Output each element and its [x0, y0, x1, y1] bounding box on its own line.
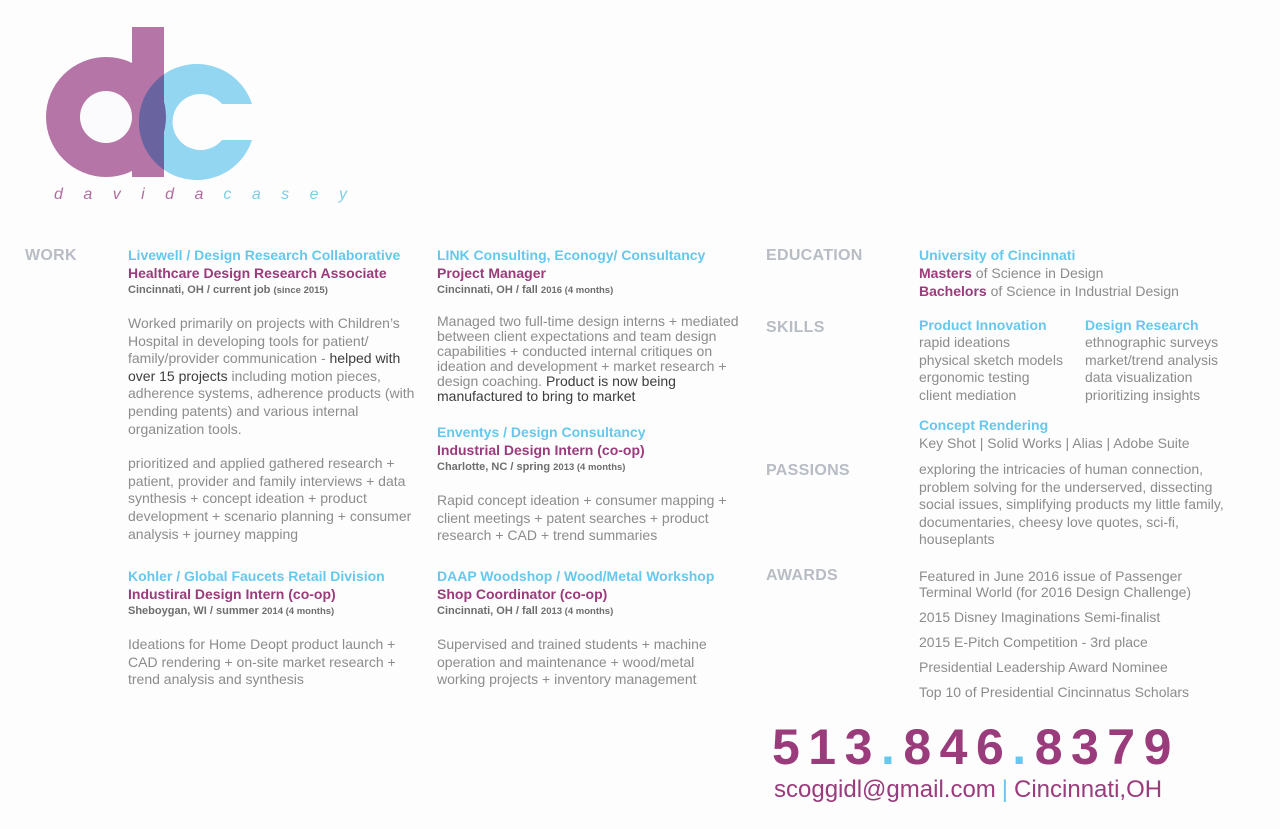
- job-company: Kohler / Global Faucets Retail Division: [128, 568, 385, 584]
- job-company: DAAP Woodshop / Wood/Metal Workshop: [437, 568, 715, 584]
- job-livewell: [128, 246, 428, 543]
- job-company: Livewell / Design Research Collaborative: [128, 247, 401, 263]
- section-education: EDUCATION: [766, 247, 863, 264]
- job-description: Ideations for Home Deopt product launch + CAD rendering + on-site market research + trend analysis and synthesis: [128, 636, 396, 688]
- skill-item: ergonomic testing: [919, 369, 1030, 386]
- job-meta: Cincinnati, OH / fall 2013 (4 months): [437, 605, 614, 617]
- skill-item: prioritizing insights: [1085, 386, 1201, 403]
- job-meta: Charlotte, NC / spring 2013 (4 months): [437, 461, 626, 473]
- skill-item: rapid ideations: [919, 334, 1011, 350]
- education-block: [919, 246, 1179, 300]
- skill-item: data visualization: [1085, 369, 1193, 386]
- job-role: Healthcare Design Research Associate: [128, 265, 387, 281]
- job-description: Supervised and trained students + machine operation and maintenance + wood/metal working projects + inventory management: [437, 636, 707, 688]
- job-role: Industiral Design Intern (co-op): [128, 586, 336, 602]
- skills-concept-rendering: [919, 417, 1190, 453]
- job-description: Rapid concept ideation + consumer mapping + client meetings + patent searches + product research + CAD + trend summaries: [437, 492, 727, 544]
- skill-item: Key Shot | Solid Works | Alias | Adobe Suite: [919, 435, 1190, 451]
- job-meta: Cincinnati, OH / current job (since 2015): [128, 284, 328, 296]
- awards-list: [919, 568, 1219, 709]
- phone-number: 513.846.8379: [772, 719, 1180, 775]
- job-description-skills: prioritized and applied gathered research + patient, provider and family interviews + data synthesis + concept ideation + product development + scenario planning + consumer analysis + journey mapping: [128, 455, 412, 542]
- job-meta: Cincinnati, OH / fall 2016 (4 months): [437, 284, 614, 296]
- logo-last-name: c a s e y: [223, 186, 355, 203]
- job-description: Worked primarily on projects with Children’s Hospital in developing tools for patient/ family/provider communication - helped with over 15 projects including motion pieces, adherence systems, adherence products (with pending patents) and various internal organization tools.: [128, 315, 415, 437]
- award-item: Featured in June 2016 issue of Passenger Terminal World (for 2016 Design Challenge): [919, 568, 1192, 600]
- logo-icon: [40, 22, 260, 187]
- education-masters: Masters of Science in Design: [919, 265, 1104, 281]
- skill-item: client mediation: [919, 386, 1017, 403]
- job-role: Industrial Design Intern (co-op): [437, 442, 645, 458]
- job-company: LINK Consulting, Econogy/ Consultancy: [437, 247, 706, 263]
- skill-item: market/trend analysis: [1085, 351, 1219, 368]
- job-enventys: [437, 423, 747, 545]
- skill-item: ethnographic surveys: [1085, 334, 1219, 350]
- job-description: Managed two full-time design interns + mediated between client expectations and team design capabilities + conducted internal critiques on ideation and development + market research + design coaching. Product is now being manufactured to bring to market: [437, 313, 739, 404]
- award-item: 2015 E-Pitch Competition - 3rd place: [919, 634, 1148, 650]
- education-school: University of Cincinnati: [919, 247, 1076, 263]
- logo-name: [54, 186, 355, 204]
- job-role: Shop Coordinator (co-op): [437, 586, 608, 602]
- section-awards: AWARDS: [766, 567, 839, 584]
- education-bachelors: Bachelors of Science in Industrial Design: [919, 283, 1179, 299]
- job-link: [437, 246, 747, 404]
- award-item: 2015 Disney Imaginations Semi-finalist: [919, 609, 1161, 625]
- skills-design-research: [1085, 317, 1218, 404]
- job-company: Enventys / Design Consultancy: [437, 424, 646, 440]
- award-item: Presidential Leadership Award Nominee: [919, 659, 1168, 675]
- passions-text: exploring the intricacies of human connection, problem solving for the underserved, dissecting social issues, simplifying products my little family, documentaries, cheesy love quotes, sci-fi, houseplants: [919, 461, 1224, 548]
- section-skills: SKILLS: [766, 319, 825, 336]
- skill-heading: Design Research: [1085, 317, 1199, 333]
- skill-heading: Product Innovation: [919, 317, 1047, 333]
- section-passions: PASSIONS: [766, 462, 850, 479]
- skill-item: physical sketch models: [919, 351, 1063, 368]
- skills-product-innovation: [919, 317, 1063, 404]
- section-work: WORK: [25, 247, 77, 264]
- award-item: Top 10 of Presidential Cincinnatus Scholars: [919, 684, 1190, 700]
- contact-separator: |: [1001, 776, 1009, 803]
- job-kohler: [128, 567, 428, 689]
- email-link[interactable]: scoggidl@gmail.com: [774, 776, 996, 803]
- job-role: Project Manager: [437, 265, 546, 281]
- contact-line: [774, 776, 1162, 804]
- contact-city: Cincinnati,OH: [1014, 776, 1163, 803]
- logo-first-name: d a v i d a: [54, 186, 212, 203]
- job-daap: [437, 567, 747, 689]
- job-meta: Sheboygan, WI / summer 2014 (4 months): [128, 605, 335, 617]
- skill-heading: Concept Rendering: [919, 417, 1049, 433]
